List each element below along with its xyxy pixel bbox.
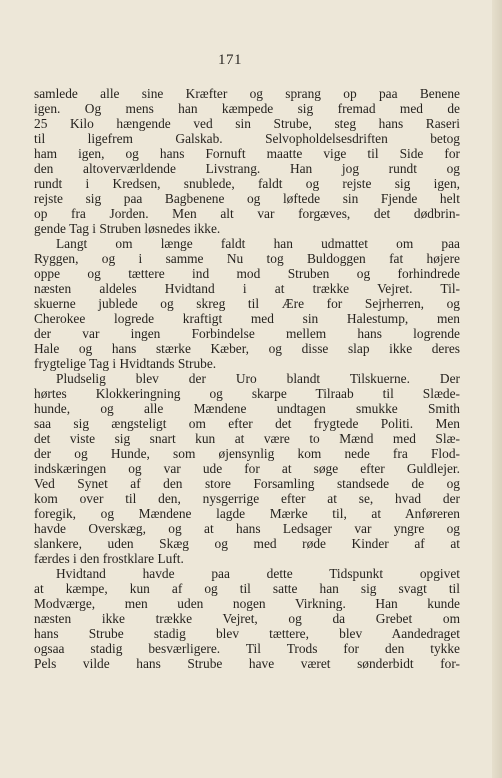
text-line: saa sig ængsteligt om efter det frygtede Politi. Men [34, 416, 460, 431]
text-line: igen. Og mens han kæmpede sig fremad med de [34, 101, 460, 116]
page-number: 171 [218, 52, 242, 68]
text-line: havde Overskæg, og at hans Ledsager var yngre og [34, 521, 460, 536]
text-line: rundt i Kredsen, snublede, faldt og rejste sig igen, [34, 176, 460, 191]
text-line: frygtelige Tag i Hvidtands Strube. [34, 356, 217, 371]
text-line: Ryggen, og i samme Nu tog Buldoggen fat højere [34, 251, 460, 266]
text-line: Pels vilde hans Strube have været sønderbidt for- [34, 656, 460, 671]
body-text [34, 86, 460, 671]
text-line: Cherokee logrede kraftigt med sin Halestump, men [34, 311, 460, 326]
text-line: færdes i den frostklare Luft. [34, 551, 184, 566]
text-line: næsten aldeles Hvidtand i at trække Vejret. Til- [34, 281, 460, 296]
text-line: hørtes Klokkeringning og skarpe Tilraab til Slæde- [34, 386, 460, 401]
text-line: til ligefrem Galskab. Selvopholdelsesdriften betog [34, 131, 460, 146]
text-line: gende Tag i Struben løsnedes ikke. [34, 221, 221, 236]
text-line: oppe og tættere ind mod Struben og forhindrede [34, 266, 460, 281]
text-line: der var ingen Forbindelse mellem hans logrende [34, 326, 460, 341]
text-line: Pludselig blev der Uro blandt Tilskuerne. Der [56, 371, 460, 386]
text-line: hunde, og alle Mændene undtagen smukke Smith [34, 401, 460, 416]
text-line: det viste sig snart kun at være to Mænd med Slæ- [34, 431, 460, 446]
text-line: slankere, uden Skæg og med røde Kinder af at [34, 536, 460, 551]
text-line: Langt om længe faldt han udmattet om paa [56, 236, 460, 251]
text-line: Ved Synet af den store Forsamling standsede de og [34, 476, 460, 491]
text-line: der og Hunde, som øjensynlig kom nede fra Flod- [34, 446, 460, 461]
text-line: hans Strube stadig blev tættere, blev Aandedraget [34, 626, 460, 641]
text-line: næsten ikke trække Vejret, og da Grebet om [34, 611, 460, 626]
text-line: kom over til den, nysgerrige efter at se, hvad der [34, 491, 460, 506]
text-line: foregik, og Mændene lagde Mærke til, at Anføreren [34, 506, 460, 521]
text-line: op fra Jorden. Men alt var forgæves, det dødbrin- [34, 206, 460, 221]
text-line: Modværge, men uden nogen Virkning. Han kunde [34, 596, 460, 611]
text-line: at kæmpe, kun af og til satte han sig svagt til [34, 581, 460, 596]
text-line: den altoverværldende Livstrang. Han jog rundt og [34, 161, 460, 176]
text-line: indskæringen og var ude for at søge efter Guldlejer. [34, 461, 460, 476]
text-line: samlede alle sine Kræfter og sprang op paa Benene [34, 86, 460, 101]
text-line: rejste sig paa Bagbenene og løftede sin Fjende helt [34, 191, 460, 206]
text-line: Hvidtand havde paa dette Tidspunkt opgivet [56, 566, 460, 581]
text-line: Hale og hans stærke Kæber, og disse slap ikke deres [34, 341, 460, 356]
text-line: ogsaa stadig besværligere. Til Trods for den tykke [34, 641, 460, 656]
text-line: ham igen, og hans Fornuft maatte vige til Side for [34, 146, 460, 161]
text-line: 25 Kilo hængende ved sin Strube, steg hans Raseri [34, 116, 460, 131]
text-line: skuerne jublede og skreg til Ære for Sejrherren, og [34, 296, 460, 311]
page-edge [492, 0, 502, 778]
